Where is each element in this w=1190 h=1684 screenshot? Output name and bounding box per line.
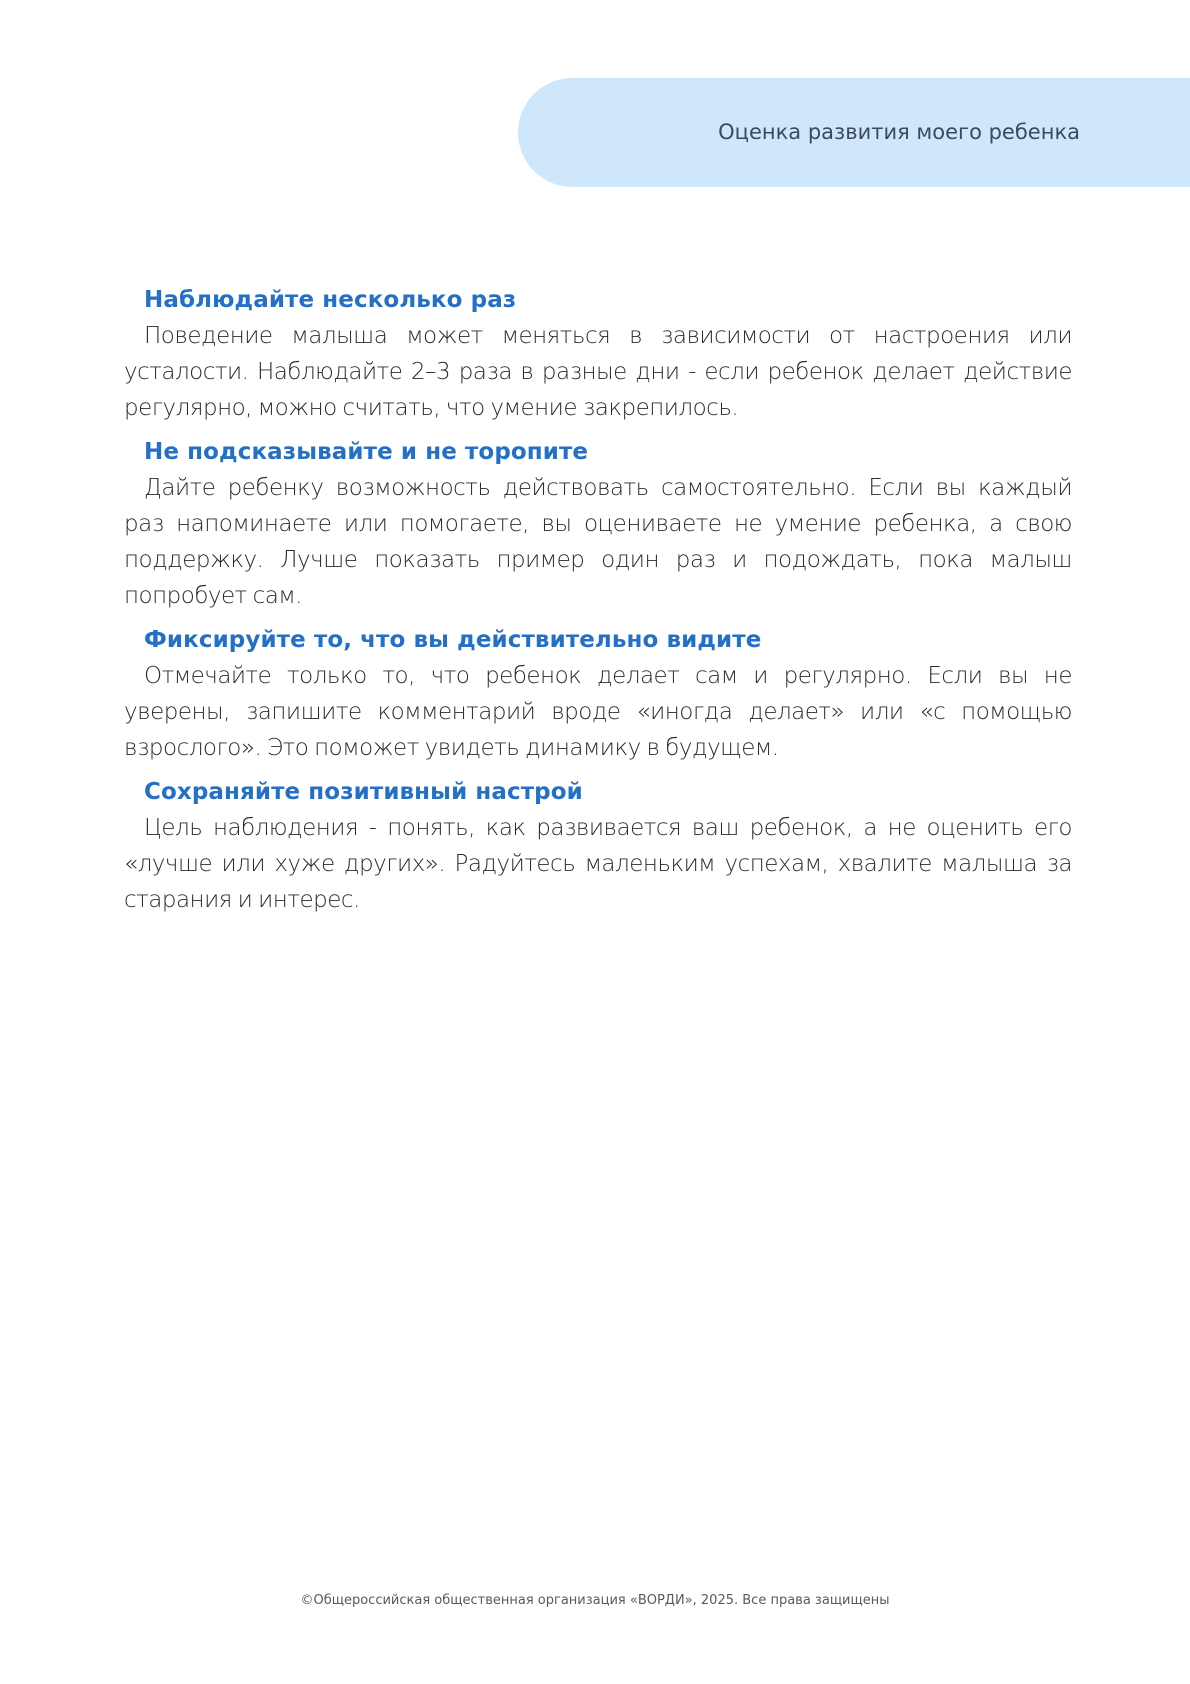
header-tab bbox=[518, 78, 1190, 187]
header-title: Оценка развития моего ребенка bbox=[718, 120, 1080, 144]
section bbox=[124, 282, 1072, 426]
section-text: Поведение малыша может меняться в зависимости от настроения или усталости. Наблюдайте 2–3 раза в разные дни - если ребенок делает действие регулярно, можно считать, что умение закрепилось. bbox=[124, 323, 1072, 421]
section-heading: Не подсказывайте и не торопите bbox=[144, 439, 589, 465]
section bbox=[124, 774, 1072, 918]
section-heading: Наблюдайте несколько раз bbox=[144, 287, 517, 313]
section-heading: Фиксируйте то, что вы действительно видите bbox=[144, 627, 762, 653]
section-heading: Сохраняйте позитивный настрой bbox=[144, 779, 583, 805]
section bbox=[124, 622, 1072, 766]
footer-copyright: ©Общероссийская общественная организация «ВОРДИ», 2025. Все права защищены bbox=[300, 1593, 890, 1608]
main-content bbox=[124, 282, 1072, 926]
section-text: Цель наблюдения - понять, как развивается ваш ребенок, а не оценить его «лучше или хуже других». Радуйтесь маленьким успехам, хвалите малыша за старания и интерес. bbox=[124, 815, 1072, 913]
section bbox=[124, 434, 1072, 614]
section-text: Дайте ребенку возможность действовать самостоятельно. Если вы каждый раз напоминаете или помогаете, вы оцениваете не умение ребенка, а свою поддержку. Лучше показать пример один раз и подождать, пока малыш попробует сам. bbox=[124, 475, 1072, 609]
section-text: Отмечайте только то, что ребенок делает сам и регулярно. Если вы не уверены, запишите комментарий вроде «иногда делает» или «с помощью взрослого». Это поможет увидеть динамику в будущем. bbox=[124, 663, 1072, 761]
